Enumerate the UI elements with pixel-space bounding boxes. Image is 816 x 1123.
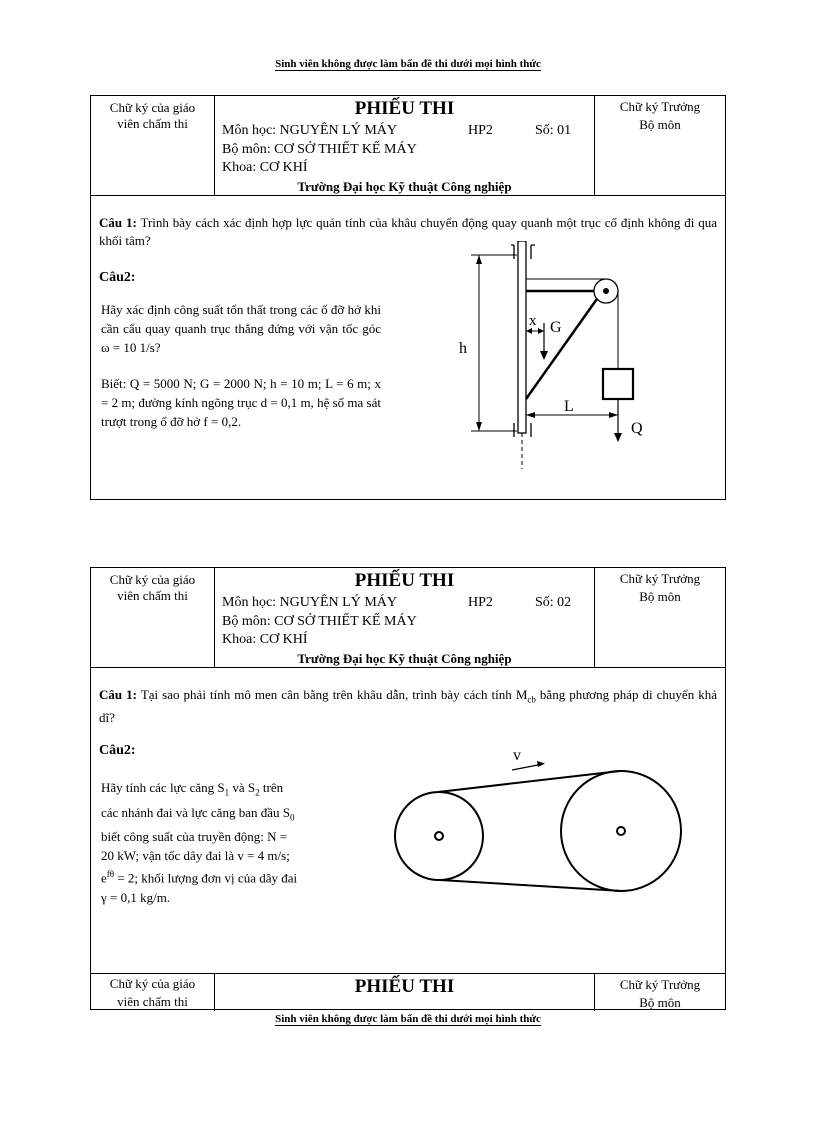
crane-diagram: [451, 241, 661, 473]
school-name: Trường Đại học Kỹ thuật Công nghiệp: [297, 651, 512, 666]
hp-code: HP2: [468, 123, 493, 138]
small-pulley-hub: [435, 832, 443, 840]
card-header: [91, 568, 725, 668]
crane-boom: [526, 289, 604, 399]
question-2-label: Câu2:: [99, 270, 136, 285]
notice-text: Sinh viên không được làm bẩn đề thi dưới mọi hình thức: [275, 58, 541, 70]
label-G: G: [550, 319, 562, 336]
subject-label: Môn học: NGUYÊN LÝ MÁY: [222, 123, 397, 138]
large-pulley-hub: [617, 827, 625, 835]
top-bearing: [511, 245, 535, 259]
weight-arrowhead: [540, 351, 548, 360]
hp-code: HP2: [468, 595, 493, 610]
head-signature-label: Chữ ký Trưởng Bộ môn: [619, 99, 701, 132]
head-signature-cell: [595, 974, 725, 1011]
question-1-subscript: cb: [527, 694, 536, 705]
pulley-hub: [603, 288, 609, 294]
exam-number: Số: 02: [535, 595, 572, 610]
head-signature-cell: [595, 568, 725, 667]
question-2-text: [101, 778, 361, 907]
crane-mast: [518, 241, 526, 433]
label-Q: Q: [631, 420, 643, 437]
next-card-header: [91, 973, 725, 1011]
notice-text: Sinh viên không được làm bẩn đề thi dưới mọi hình thức: [275, 1013, 541, 1025]
faculty-line: Khoa: CƠ KHÍ: [222, 160, 308, 175]
q2-line-1-a: Hãy tính các lực căng S: [101, 780, 225, 795]
notice-top: [0, 58, 816, 70]
header-info-cell: [215, 96, 595, 195]
question-1-text-b: bằng phương pháp di chuyển khả dĩ?: [99, 687, 718, 725]
q2-line-5: [101, 865, 361, 887]
department-line: Bộ môn: CƠ SỞ THIẾT KẾ MÁY: [222, 614, 417, 629]
grader-signature-cell: [91, 568, 215, 667]
grader-signature-label: Chữ ký của giáo viên chấm thi: [109, 572, 196, 603]
grader-signature-label: Chữ ký của giáo viên chấm thi: [109, 100, 196, 131]
faculty-line: Khoa: CƠ KHÍ: [222, 632, 308, 647]
grader-signature-cell: [91, 96, 215, 195]
exam-card-2: [90, 567, 726, 1010]
grader-signature-label: Chữ ký của giáo viên chấm thi: [109, 976, 196, 1009]
label-L: L: [564, 398, 574, 415]
head-signature-label: Chữ ký Trưởng Bộ môn: [619, 571, 701, 604]
q2-line-5-a: e: [101, 870, 107, 886]
belt-top: [438, 771, 620, 792]
question-2-label: Câu2:: [99, 743, 136, 758]
header-info-cell: [215, 974, 595, 1011]
q2-line-2-a: các nhánh đai và lực căng ban đầu S: [101, 804, 290, 820]
department-line: Bộ môn: CƠ SỞ THIẾT KẾ MÁY: [222, 142, 417, 157]
q2-line-1: [101, 778, 361, 803]
head-signature-cell: [595, 96, 725, 195]
q2-sub-2: 2: [255, 787, 260, 798]
q2-line-2: [101, 803, 361, 828]
small-pulley: [395, 792, 483, 880]
large-pulley: [561, 771, 681, 891]
label-x: x: [529, 313, 537, 329]
card-body: [91, 668, 725, 973]
q2-sup: fθ: [106, 869, 115, 880]
school-name: Trường Đại học Kỹ thuật Công nghiệp: [297, 179, 512, 194]
exam-number: Số: 01: [535, 123, 572, 138]
question-2-text: Hãy xác định công suất tổn thất trong các ổ đỡ hở khi cần cẩu quay quanh trục thẳng đứng với vận tốc góc ω = 10 1/s?: [101, 302, 381, 355]
q2-line-3: biết công suất của truyền động: N =: [101, 829, 288, 845]
page-title: PHIẾU THI: [354, 98, 455, 119]
question-1-text-a: Tại sao phải tính mô men cân bằng trên khâu dẫn, trình bày cách tính M: [140, 687, 528, 702]
notice-bottom: [0, 1013, 816, 1025]
question-1-text: Trình bày cách xác định hợp lực quán tính của khâu chuyển động quay quanh một trục cố định không đi qua khối tâm?: [99, 215, 718, 248]
q2-line-1-b: và S: [229, 780, 256, 795]
grader-signature-cell: [91, 974, 215, 1011]
subject-line: [222, 595, 572, 611]
header-info-cell: [215, 568, 595, 667]
question-1: [99, 686, 717, 727]
q2-line-1-c: trên: [259, 780, 284, 795]
q2-sub-1: 1: [224, 787, 230, 798]
load-arrowhead: [614, 433, 622, 442]
head-signature-label: Chữ ký Trưởng Bộ môn: [619, 977, 701, 1010]
subject-label: Môn học: NGUYÊN LÝ MÁY: [222, 595, 397, 610]
question-1-label: Câu 1:: [99, 687, 137, 702]
q2-line-6: γ = 0,1 kg/m.: [101, 889, 171, 905]
subject-line: [222, 123, 572, 139]
belt-drive-diagram: [391, 750, 721, 900]
question-2-given: Biết: Q = 5000 N; G = 2000 N; h = 10 m; L = 6 m; x = 2 m; đường kính ngõng trục d = 0,1 m, hệ số ma sát trượt trong ổ đỡ hở f = 0,2.: [101, 376, 381, 429]
card-body: [91, 196, 725, 501]
label-h: h: [459, 340, 467, 357]
q2-line-4: 20 kW; vận tốc dây đai là v = 4 m/s;: [101, 848, 290, 864]
load-box: [603, 369, 633, 399]
label-v: v: [513, 750, 521, 764]
velocity-arrowhead: [537, 761, 545, 767]
card-header: [91, 96, 725, 196]
q2-sub-0: 0: [289, 812, 295, 823]
page-title: PHIẾU THI: [354, 570, 455, 591]
exam-card-1: [90, 95, 726, 500]
q2-line-5-b: = 2; khối lượng đơn vị của dây đai: [114, 870, 298, 886]
question-1-label: Câu 1:: [99, 215, 137, 230]
page-title: PHIẾU THI: [354, 976, 455, 997]
